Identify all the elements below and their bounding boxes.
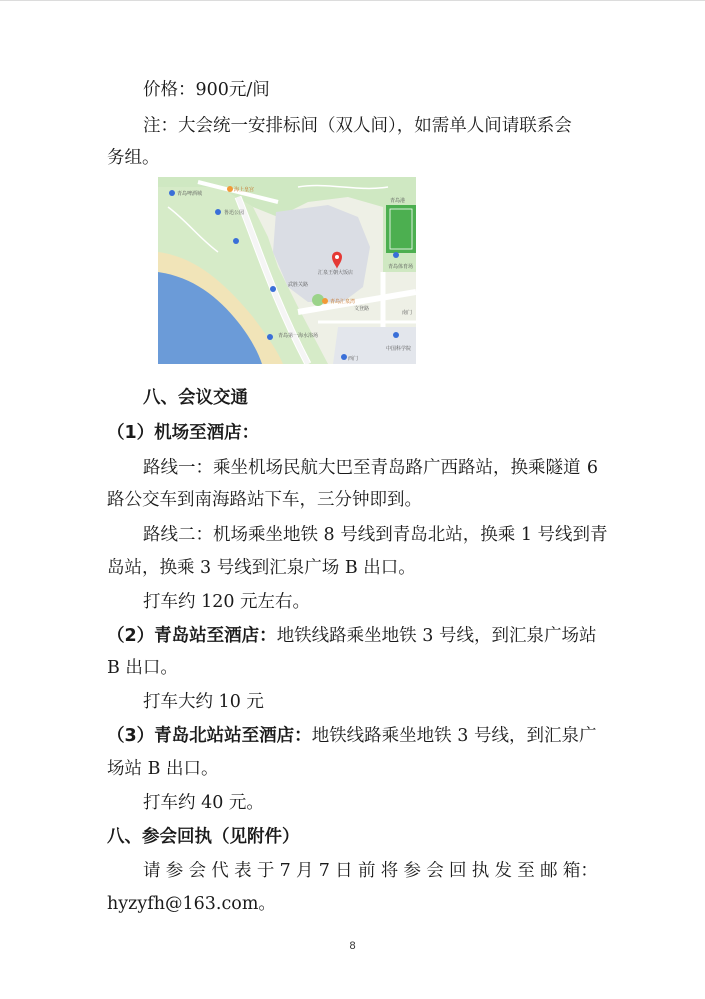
north-station-heading: （3）青岛北站站至酒店： <box>107 726 312 746</box>
north-route-line1 <box>107 724 596 748</box>
room-note-line1: 注：大会统一安排标间（双人间），如需单人间请联系会 <box>143 116 572 136</box>
station-route-line2: B 出口。 <box>107 658 178 678</box>
receipt-word: 前 <box>357 861 376 881</box>
receipt-word: 箱： <box>562 861 598 881</box>
map-label-c: 青岛第一海水浴场 <box>278 333 319 339</box>
transport-heading: 八、会议交通 <box>143 388 248 408</box>
receipt-word: 于 <box>256 861 275 881</box>
map-label-b: 海上皇宫 <box>234 187 255 193</box>
taxi-station: 打车大约 10 元 <box>143 692 264 712</box>
map-label-l: 南门 <box>402 310 413 316</box>
taxi-north: 打车约 40 元。 <box>143 793 264 813</box>
page-number: 8 <box>349 940 356 952</box>
receipt-word: 会 <box>188 861 207 881</box>
receipt-line1 <box>143 859 598 883</box>
route1-line1 <box>143 456 598 480</box>
north-route-line2: 场站 B 出口。 <box>107 759 219 779</box>
receipt-word: 将 <box>380 861 399 881</box>
map-label-k: 西门 <box>348 356 359 362</box>
route1-line1-text: 路线一：乘坐机场民航大巴至青岛路广西路站，换乘隧道 <box>143 458 581 478</box>
map-label-hotel: 汇泉王朝大饭店 <box>318 270 354 276</box>
receipt-word: 7 <box>318 861 330 881</box>
receipt-word: 执 <box>471 861 490 881</box>
receipt-word: 代 <box>211 861 229 881</box>
page-top-rule <box>0 0 705 1</box>
receipt-word: 月 <box>296 861 314 881</box>
map-label-h: 武胜关路 <box>288 282 309 288</box>
receipt-word: 表 <box>234 861 252 881</box>
price-text: 价格：900元/间 <box>143 80 270 100</box>
route2-line1: 路线二：机场乘坐地铁 8 号线到青岛北站，换乘 1 号线到青 <box>143 525 608 545</box>
hotel-location-map <box>158 177 416 364</box>
receipt-email: hyzyfh@163.com。 <box>107 894 276 914</box>
receipt-word: 至 <box>517 861 535 881</box>
receipt-word: 参 <box>165 861 184 881</box>
receipt-heading: 八、参会回执（见附件） <box>107 827 300 847</box>
map-label-g: 文登路 <box>354 306 370 312</box>
station-heading: （2）青岛站至酒店： <box>107 626 277 646</box>
route1-line2: 路公交车到南海路站下车，三分钟即到。 <box>107 490 422 510</box>
receipt-word: 参 <box>403 861 421 881</box>
route1-line1-number: 6 <box>586 458 598 478</box>
receipt-word: 7 <box>279 861 291 881</box>
airport-heading: （1）机场至酒店： <box>107 423 260 443</box>
map-label-j: 青岛体育场 <box>388 264 414 270</box>
map-label-e: 青岛汇泉湾 <box>330 299 356 305</box>
map-label-f: 青岛港 <box>390 198 406 204</box>
receipt-word: 回 <box>449 861 467 881</box>
station-route-text: 地铁线路乘坐地铁 3 号线，到汇泉广场站 <box>276 626 597 646</box>
taxi-airport: 打车约 120 元左右。 <box>143 592 311 612</box>
map-label-i: 中国科学院 <box>386 346 412 352</box>
room-note-line2: 务组。 <box>107 148 160 168</box>
receipt-word: 会 <box>426 861 444 881</box>
north-route-text: 地铁线路乘坐地铁 3 号线，到汇泉广 <box>311 726 597 746</box>
map-label-a: 青岛啤酒城 <box>177 191 203 197</box>
receipt-word: 邮 <box>540 861 558 881</box>
receipt-word: 日 <box>335 861 353 881</box>
receipt-word: 请 <box>143 861 161 881</box>
map-label-d: 鲁迅公园 <box>224 210 245 216</box>
station-route-line1 <box>107 624 596 648</box>
receipt-word: 发 <box>494 861 513 881</box>
route2-line2: 岛站，换乘 3 号线到汇泉广场 B 出口。 <box>107 558 416 578</box>
